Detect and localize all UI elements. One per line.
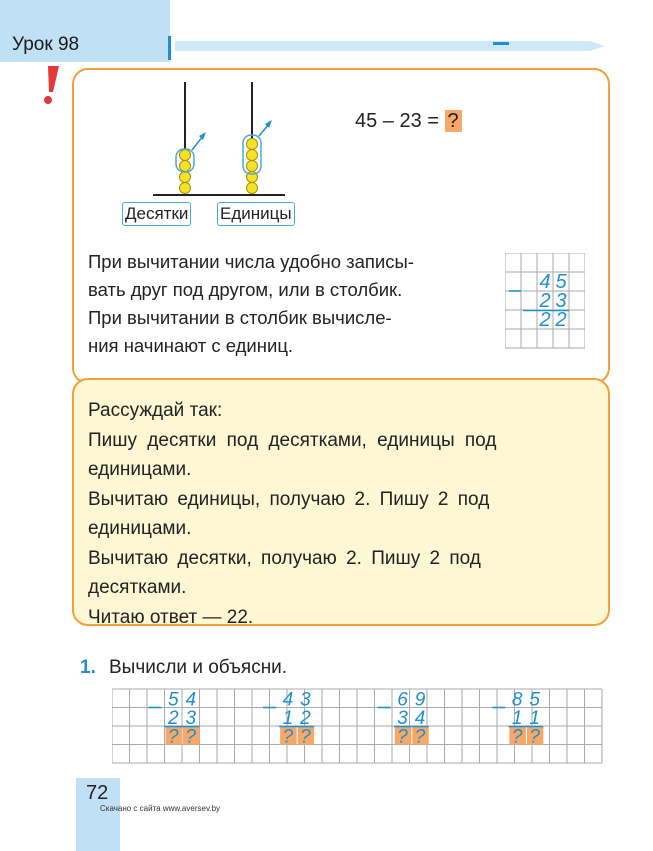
- unknown-digit: ?: [300, 726, 311, 748]
- reasoning-line: Читаю ответ — 22.: [88, 606, 254, 628]
- ones-label: Единицы: [217, 202, 295, 226]
- reasoning-line: Рассуждай так:: [88, 400, 223, 421]
- exclamation-icon: [40, 64, 62, 106]
- reasoning-text: [88, 396, 593, 632]
- digit: 8: [511, 689, 523, 711]
- subtraction-problem: [263, 690, 314, 748]
- task-number: 1.: [80, 657, 96, 678]
- unknown-digit: ?: [414, 726, 426, 748]
- rule-line: При вычитании в столбик вычисле-: [88, 307, 392, 328]
- tens-beads: [176, 149, 194, 194]
- unknown-digit: ?: [397, 726, 408, 748]
- digit: 3: [185, 708, 197, 729]
- column-example-grid: [505, 253, 585, 353]
- equation-unknown: ?: [445, 110, 462, 132]
- header-arrow-bar: [175, 38, 605, 54]
- watermark: Скачано с сайта www.aversev.by: [100, 804, 221, 813]
- digit: 2: [539, 290, 551, 312]
- subtraction-problem: [378, 690, 429, 748]
- equation-expression: 45 – 23 =: [355, 110, 439, 132]
- digit: 9: [414, 689, 426, 711]
- page-number: 72: [86, 782, 109, 804]
- digit: 2: [555, 309, 567, 331]
- digit: 5: [529, 689, 540, 711]
- ones-beads: [243, 135, 261, 194]
- reasoning-line: Пишу десятки под десятками, единицы под: [88, 429, 497, 451]
- digit: 5: [167, 689, 179, 711]
- digit: 2: [539, 309, 551, 331]
- digit: 4: [185, 689, 197, 711]
- reasoning-line: единицами.: [88, 459, 192, 480]
- unknown-digit: ?: [185, 726, 197, 748]
- digit: 2: [167, 708, 179, 729]
- unknown-digit: ?: [511, 726, 523, 748]
- rule-text: [88, 248, 478, 360]
- lesson-tab-edge: [168, 36, 171, 60]
- reasoning-line: Вычитаю десятки, получаю 2. Пишу 2 под: [88, 547, 481, 569]
- reasoning-line: единицами.: [88, 518, 192, 539]
- unknown-digit: ?: [167, 726, 179, 748]
- digit: 4: [539, 271, 551, 293]
- tens-label: Десятки: [122, 202, 191, 226]
- task-grid: [112, 688, 604, 768]
- subtraction-problem: [492, 690, 543, 748]
- digit: 3: [555, 290, 567, 312]
- digit: 4: [282, 689, 294, 711]
- task-instruction: Вычисли и объясни.: [109, 657, 288, 678]
- digit: 2: [300, 708, 311, 729]
- digit: 4: [414, 708, 426, 729]
- digit: 6: [397, 689, 408, 711]
- digit: 1: [529, 708, 540, 729]
- reasoning-line: Вычитаю единицы, получаю 2. Пишу 2 под: [88, 488, 490, 510]
- rule-line: ния начинают с единиц.: [88, 335, 294, 356]
- digit: 3: [300, 689, 311, 711]
- unknown-digit: ?: [529, 726, 540, 748]
- unknown-digit: ?: [282, 726, 294, 748]
- reasoning-line: десятками.: [88, 577, 187, 598]
- equation: [355, 110, 462, 133]
- rule-line: вать друг под другом, или в столбик.: [88, 279, 403, 300]
- digit: 1: [282, 708, 294, 729]
- digit: 1: [511, 708, 523, 729]
- digit: 3: [397, 708, 408, 729]
- digit: 5: [555, 271, 567, 293]
- subtraction-problem: [149, 690, 200, 748]
- lesson-title: Урок 98: [12, 34, 80, 55]
- rule-line: При вычитании числа удобно записы-: [88, 251, 414, 272]
